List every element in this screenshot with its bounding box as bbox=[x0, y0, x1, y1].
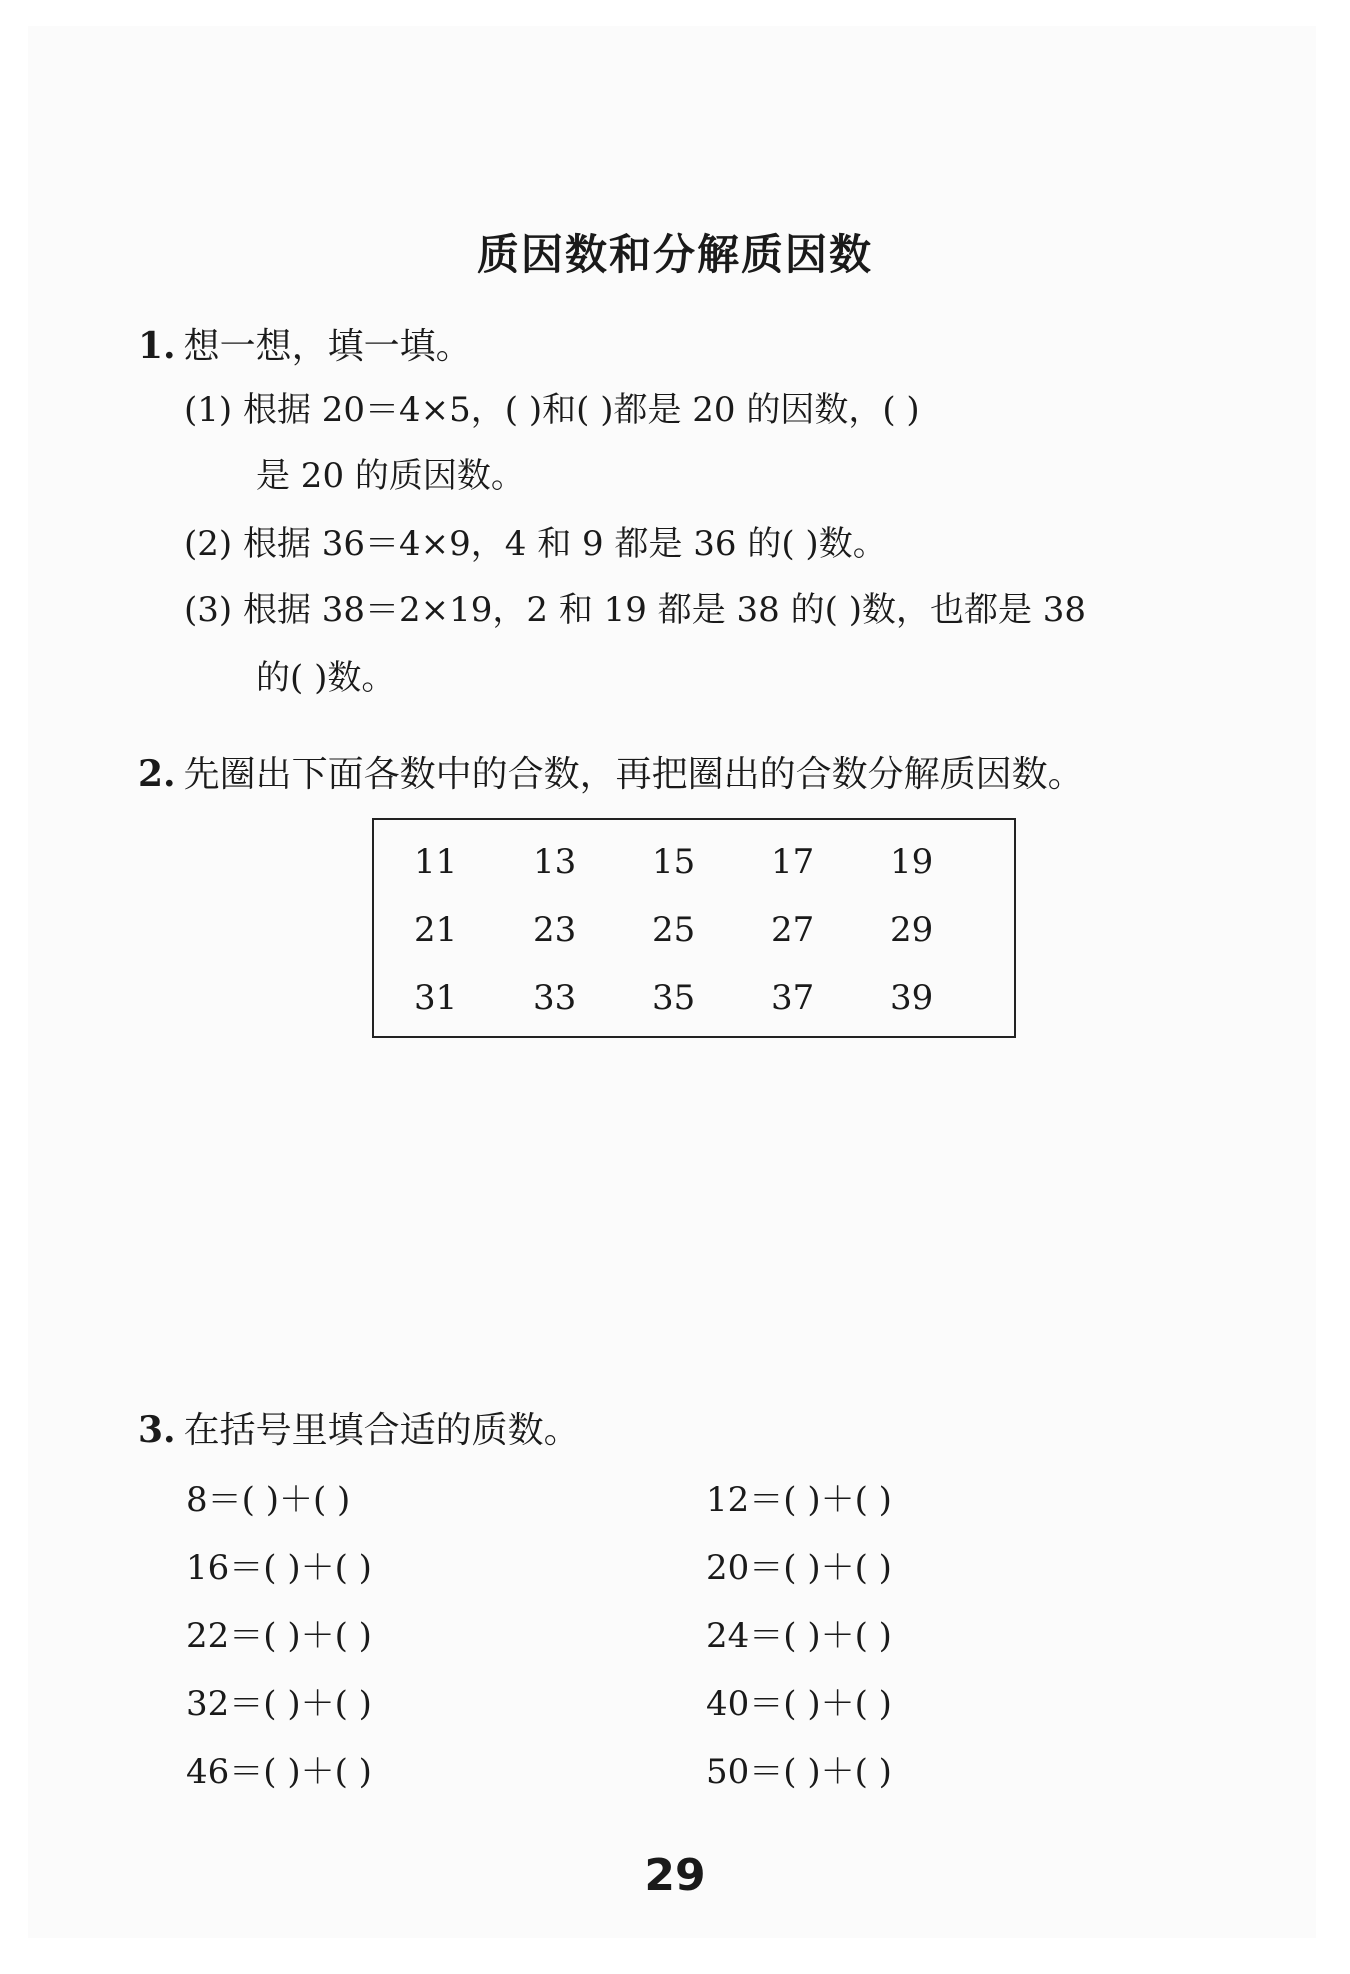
page-number: 29 bbox=[644, 1850, 706, 1901]
number-17[interactable]: 17 bbox=[771, 842, 815, 882]
equation-left-1: 8＝( )＋( ) bbox=[186, 1480, 351, 1520]
question-2-prompt: 先圈出下面各数中的合数，再把圈出的合数分解质因数。 bbox=[183, 754, 1084, 795]
q1-item-3-cont: 的( )数。 bbox=[256, 658, 396, 698]
equation-right-3: 24＝( )＋( ) bbox=[706, 1616, 892, 1656]
q1-item-2: (2) 根据 36＝4×9，4 和 9 都是 36 的( )数。 bbox=[184, 524, 887, 564]
question-1-heading bbox=[138, 318, 472, 369]
q1-item-1-cont: 是 20 的质因数。 bbox=[256, 456, 525, 496]
number-39[interactable]: 39 bbox=[890, 978, 934, 1018]
question-3-heading bbox=[138, 1402, 580, 1453]
number-box bbox=[372, 818, 1016, 1038]
number-23[interactable]: 23 bbox=[533, 910, 577, 950]
number-11[interactable]: 11 bbox=[414, 842, 458, 882]
question-3-number: 3. bbox=[138, 1409, 176, 1451]
question-1-prompt: 想一想，填一填。 bbox=[183, 326, 472, 367]
question-1-number: 1. bbox=[138, 325, 176, 367]
number-19[interactable]: 19 bbox=[890, 842, 934, 882]
equation-right-1: 12＝( )＋( ) bbox=[706, 1480, 892, 1520]
equation-right-4: 40＝( )＋( ) bbox=[706, 1684, 892, 1724]
number-37[interactable]: 37 bbox=[771, 978, 815, 1018]
question-3-prompt: 在括号里填合适的质数。 bbox=[183, 1410, 580, 1451]
number-13[interactable]: 13 bbox=[533, 842, 577, 882]
number-35[interactable]: 35 bbox=[652, 978, 696, 1018]
question-2-number: 2. bbox=[138, 753, 176, 795]
number-15[interactable]: 15 bbox=[652, 842, 696, 882]
equation-right-5: 50＝( )＋( ) bbox=[706, 1752, 892, 1792]
q1-item-3: (3) 根据 38＝2×19，2 和 19 都是 38 的( )数，也都是 38 bbox=[184, 590, 1087, 630]
number-27[interactable]: 27 bbox=[771, 910, 815, 950]
page-title: 质因数和分解质因数 bbox=[476, 230, 873, 279]
question-2-heading bbox=[138, 746, 1084, 797]
equation-left-5: 46＝( )＋( ) bbox=[186, 1752, 372, 1792]
number-31[interactable]: 31 bbox=[414, 978, 458, 1018]
equation-left-3: 22＝( )＋( ) bbox=[186, 1616, 372, 1656]
number-29[interactable]: 29 bbox=[890, 910, 934, 950]
q1-item-1: (1) 根据 20＝4×5，( )和( )都是 20 的因数，( ) bbox=[184, 390, 920, 430]
equation-left-2: 16＝( )＋( ) bbox=[186, 1548, 372, 1588]
equation-left-4: 32＝( )＋( ) bbox=[186, 1684, 372, 1724]
number-grid bbox=[374, 820, 1014, 1036]
equation-right-2: 20＝( )＋( ) bbox=[706, 1548, 892, 1588]
number-21[interactable]: 21 bbox=[414, 910, 458, 950]
number-25[interactable]: 25 bbox=[652, 910, 696, 950]
number-33[interactable]: 33 bbox=[533, 978, 577, 1018]
